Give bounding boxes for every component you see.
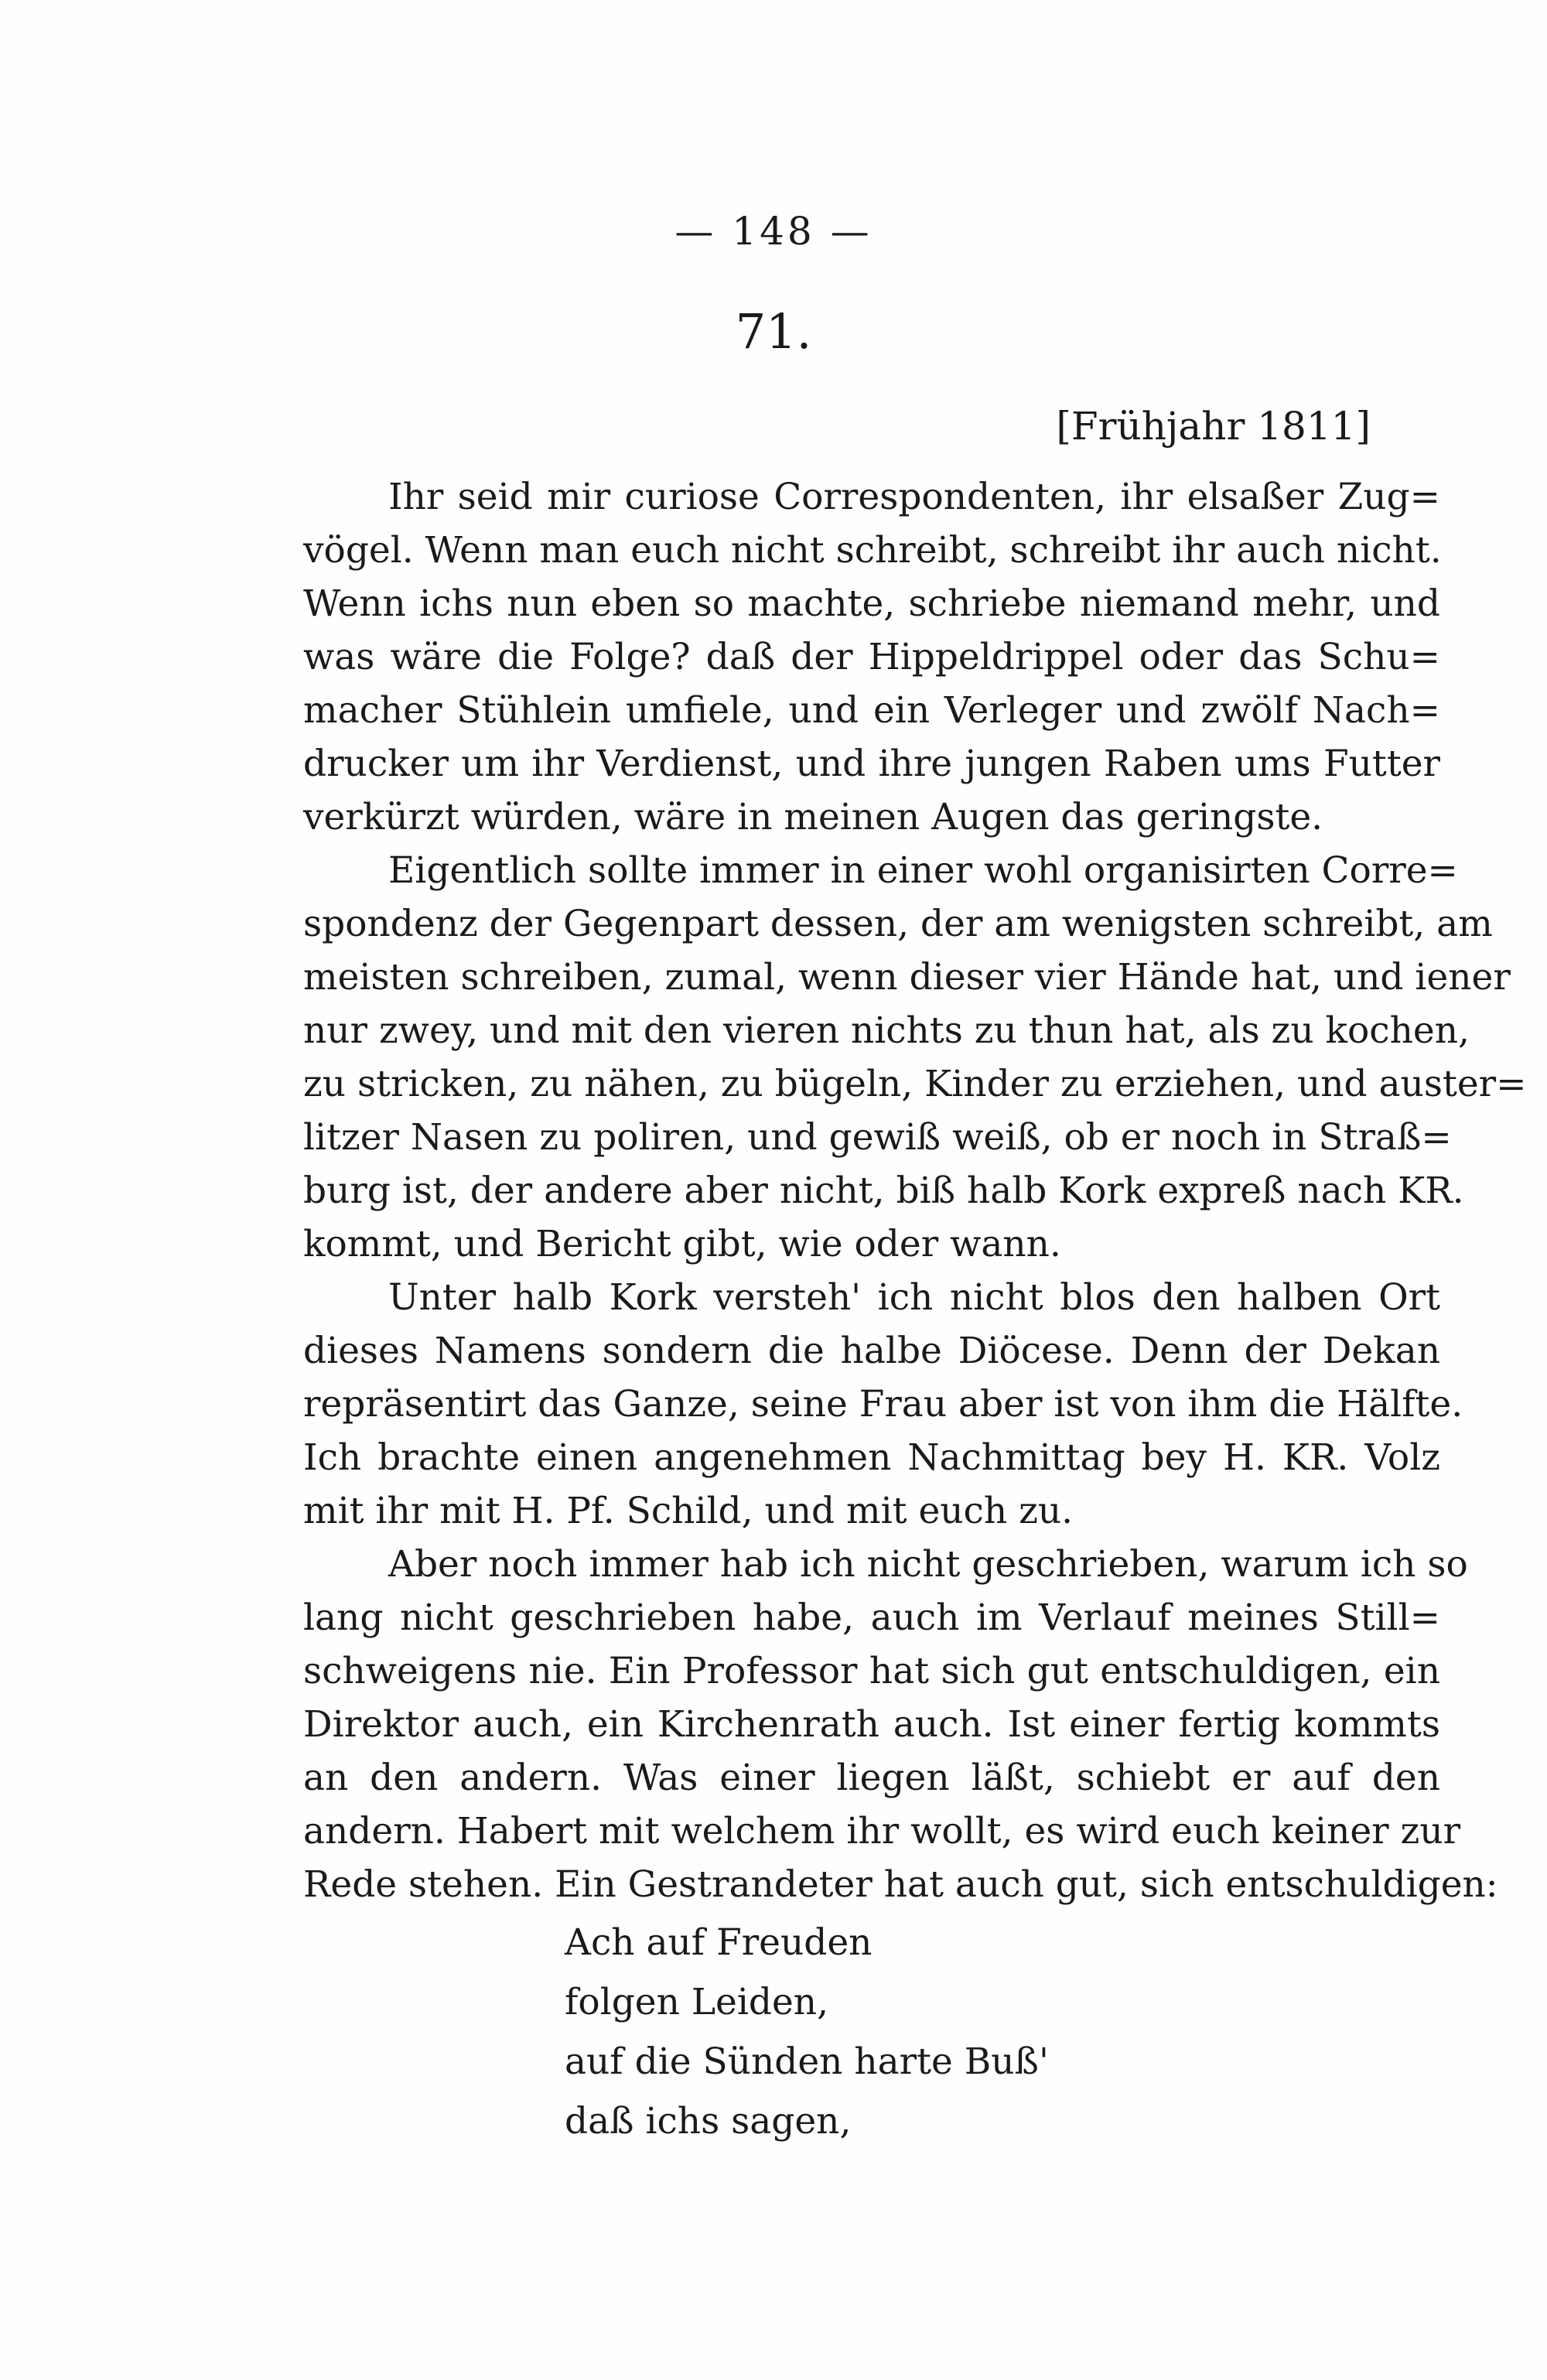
text-line: zu stricken, zu nähen, zu bügeln, Kinder zu erziehen, und auster= [303,1063,1527,1105]
text-line: Unter halb Kork versteh' ich nicht blos den halben Ort [388,1276,1440,1319]
text-line: was wäre die Folge? daß der Hippeldrippel oder das Schu= [303,636,1440,678]
text-line: litzer Nasen zu poliren, und gewiß weiß, ob er noch in Straß= [303,1116,1452,1159]
text-line: Rede stehen. Ein Gestrandeter hat auch gut, sich entschuldigen: [303,1863,1498,1906]
text-line: Ich brachte einen angenehmen Nachmittag bey H. KR. Volz [303,1436,1440,1479]
text-line: Wenn ichs nun eben so machte, schriebe niemand mehr, und [303,582,1440,625]
text-line: drucker um ihr Verdienst, und ihre jungen Raben ums Futter [303,743,1440,785]
letter-date: [Frühjahr 1811] [1056,404,1371,449]
text-line: andern. Habert mit welchem ihr wollt, es wird euch keiner zur [303,1810,1461,1852]
paragraph-1 [303,470,1440,844]
text-line: mit ihr mit H. Pf. Schild, und mit euch zu. [303,1490,1074,1532]
letter-body [303,470,1527,1911]
letter-number: 71. [735,303,812,360]
text-line: verkürzt würden, wäre in meinen Augen das geringste. [303,796,1323,838]
text-line: schweigens nie. Ein Professor hat sich gut entschuldigen, ein [303,1650,1440,1692]
text-line: meisten schreiben, zumal, wenn dieser vier Hände hat, und iener [303,956,1511,999]
text-line: kommt, und Bericht gibt, wie oder wann. [303,1223,1061,1265]
text-line: lang nicht geschrieben habe, auch im Verlauf meines Still= [303,1596,1440,1639]
text-line: macher Stühlein umfiele, und ein Verleger und zwölf Nach= [303,689,1440,732]
text-line: Eigentlich sollte immer in einer wohl organisirten Corre= [388,849,1458,892]
text-line: dieses Namens sondern die halbe Diöcese. Denn der Dekan [303,1330,1440,1372]
paragraph-2 [303,844,1527,1271]
text-line: an den andern. Was einer liegen läßt, schiebt er auf den [303,1757,1440,1799]
verse-line: Ach auf Freuden [565,1921,873,1964]
verse-block [565,1913,1049,2151]
text-line: vögel. Wenn man euch nicht schreibt, schreibt ihr auch nicht. [303,529,1442,572]
text-line: Ihr seid mir curiose Correspondenten, ihr elsaßer Zug= [388,476,1440,518]
verse-line: daß ichs sagen, [565,2100,852,2143]
verse-line: folgen Leiden, [565,1981,829,2023]
paragraph-3 [303,1271,1463,1538]
text-line: Aber noch immer hab ich nicht geschrieben, warum ich so [388,1543,1468,1586]
text-line: nur zwey, und mit den vieren nichts zu thun hat, als zu kochen, [303,1009,1470,1052]
text-line: repräsentirt das Ganze, seine Frau aber ist von ihm die Hälfte. [303,1383,1463,1426]
text-line: burg ist, der andere aber nicht, biß halb Kork expreß nach KR. [303,1170,1464,1212]
verse-line: auf die Sünden harte Buß' [565,2040,1049,2083]
paragraph-4 [303,1538,1498,1911]
text-line: Direktor auch, ein Kirchenrath auch. Ist einer fertig kommts [303,1703,1440,1746]
text-line: spondenz der Gegenpart dessen, der am wenigsten schreibt, am [303,903,1493,945]
page-number: — 148 — [674,209,873,254]
